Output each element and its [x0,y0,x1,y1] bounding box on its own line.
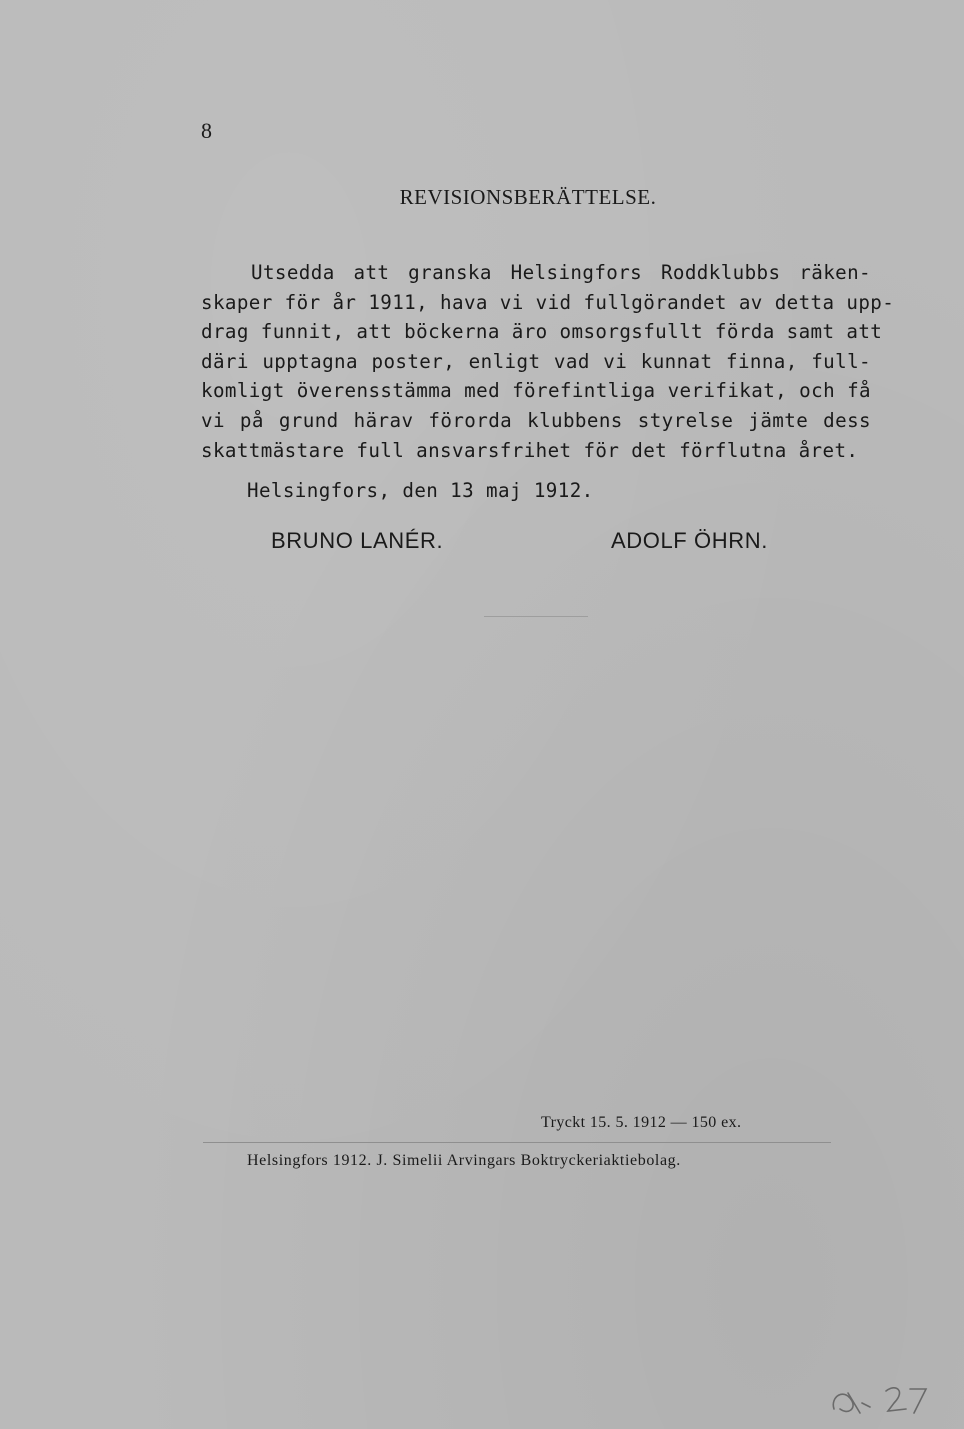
body-line: drag funnit, att böckerna äro omsorgsfullt förda samt att [201,320,883,344]
body-line: vi på grund härav förorda klubbens styrelse jämte dess [201,408,871,432]
divider-rule [484,616,588,617]
document-heading: REVISIONSBERÄTTELSE. [399,185,657,209]
page-number: 8 [201,118,212,143]
place-and-date: Helsingfors, den 13 maj 1912. [247,479,594,502]
body-line: Utsedda att granska Helsingfors Roddklubbs räken- [251,261,871,284]
signature-left: BRUNO LANÉR. [271,528,444,553]
report-body [201,258,895,465]
body-line: skattmästare full ansvarsfrihet för det förflutna året. [201,438,859,462]
footer-divider [203,1142,831,1143]
signature-right: ADOLF ÖHRN. [611,528,768,553]
print-run-note: Tryckt 15. 5. 1912 — 150 ex. [541,1114,742,1131]
body-line: däri upptagna poster, enligt vad vi kunnat finna, full- [201,349,871,373]
handwritten-archive-mark [826,1379,936,1419]
body-line: skaper för år 1911, hava vi vid fullgörandet av detta upp- [201,290,895,314]
body-line: komligt överensstämma med förefintliga verifikat, och få [201,379,871,403]
printer-imprint: Helsingfors 1912. J. Simelii Arvingars Boktryckeriaktiebolag. [247,1152,681,1169]
